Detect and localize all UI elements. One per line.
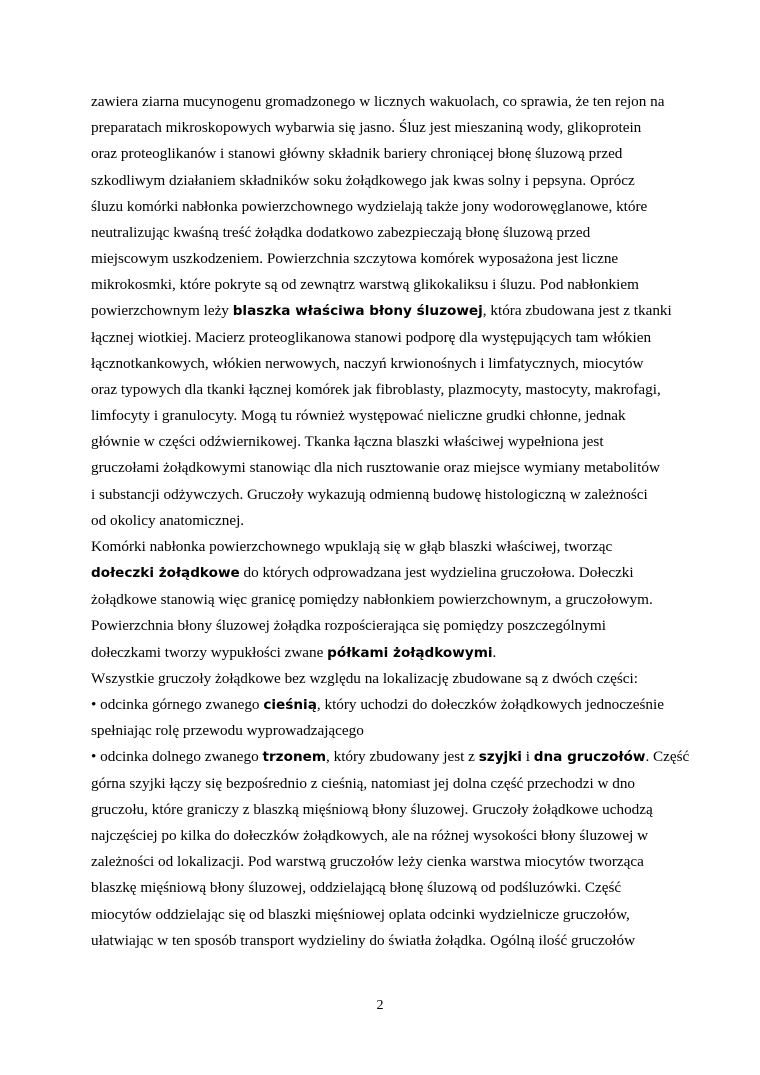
- text-run: neutralizując kwaśną treść żołądka dodatkowo zabezpieczają błonę śluzową przed: [91, 224, 591, 241]
- bold-term: dołeczki żołądkowe: [91, 565, 240, 581]
- text-line: [91, 644, 496, 662]
- text-line: [91, 198, 647, 216]
- text-run: blaszkę mięśniową błony śluzowej, oddzielającą błonę śluzową od podśluzówki. Część: [91, 879, 622, 896]
- text-run: • odcinka górnego zwanego: [91, 696, 264, 713]
- text-line: [91, 329, 651, 347]
- text-run: . Część: [645, 748, 690, 765]
- text-run: powierzchownym leży: [91, 302, 233, 319]
- text-run: szkodliwym działaniem składników soku żołądkowego jak kwas solny i pepsyna. Oprócz: [91, 172, 635, 189]
- text-line: [91, 879, 621, 897]
- text-run: oraz typowych dla tkanki łącznej komórek jak fibroblasty, plazmocyty, mastocyty, makrofagi,: [91, 381, 661, 398]
- text-line: [91, 801, 653, 819]
- text-run: łącznotkankowych, włókien nerwowych, naczyń krwionośnych i limfatycznych, miocytów: [91, 355, 644, 372]
- text-line: [91, 459, 660, 477]
- text-line: [91, 355, 644, 373]
- text-line: [91, 302, 672, 320]
- text-line: [91, 172, 635, 190]
- bold-term: trzonem: [262, 749, 326, 765]
- text-line: [91, 93, 665, 111]
- text-line: [91, 224, 590, 242]
- text-line: [91, 748, 689, 766]
- bold-term: blaszka właściwa błony śluzowej: [232, 303, 483, 319]
- text-line: [91, 250, 618, 268]
- text-run: ułatwiając w ten sposób transport wydzieliny do światła żołądka. Ogólną ilość gruczołów: [91, 932, 636, 949]
- text-run: od okolicy anatomicznej.: [91, 512, 245, 529]
- text-line: [91, 617, 606, 635]
- text-run: miocytów oddzielając się od blaszki mięśniowej oplata odcinki wydzielnicze gruczołów,: [91, 906, 630, 923]
- text-run: oraz proteoglikanów i stanowi główny składnik bariery chroniącej błonę śluzową przed: [91, 145, 623, 162]
- text-line: [91, 486, 648, 504]
- text-line: [91, 827, 648, 845]
- text-line: [91, 722, 364, 740]
- text-run: , która zbudowana jest z tkanki: [482, 302, 672, 319]
- text-line: [91, 276, 639, 294]
- text-run: Powierzchnia błony śluzowej żołądka rozpościerająca się pomiędzy poszczególnymi: [91, 617, 606, 634]
- text-run: górna szyjki łączy się bezpośrednio z cieśnią, natomiast jej dolna część przechodzi w dno: [91, 775, 636, 792]
- text-line: [91, 433, 604, 451]
- text-line: [91, 119, 641, 137]
- text-run: mikrokosmki, które pokryte są od zewnątrz warstwą glikokaliksu i śluzu. Pod nabłonkiem: [91, 276, 639, 293]
- text-run: i: [521, 748, 534, 765]
- text-line: [91, 407, 626, 425]
- text-run: zawiera ziarna mucynogenu gromadzonego w licznych wakuolach, co sprawia, że ten rejon na: [91, 93, 665, 110]
- text-run: najczęściej po kilka do dołeczków żołądkowych, ale na różnej wysokości błony śluzowej w: [91, 827, 649, 844]
- text-line: [91, 906, 630, 924]
- bold-term: cieśnią: [263, 697, 317, 713]
- text-run: dołeczkami tworzy wypukłości zwane: [91, 644, 328, 661]
- text-run: śluzu komórki nabłonka powierzchownego wydzielają także jony wodorowęglanowe, które: [91, 198, 648, 215]
- text-line: [91, 538, 612, 556]
- page-number: 2: [376, 998, 384, 1013]
- text-line: [91, 564, 634, 582]
- bold-term: półkami żołądkowymi: [327, 645, 493, 661]
- text-run: i substancji odżywczych. Gruczoły wykazują odmienną budowę histologiczną w zależności: [91, 486, 648, 503]
- text-run: zależności od lokalizacji. Pod warstwą gruczołów leży cienka warstwa miocytów tworząca: [91, 853, 644, 870]
- bold-term: szyjki: [478, 749, 522, 765]
- text-run: Wszystkie gruczoły żołądkowe bez względu na lokalizację zbudowane są z dwóch części:: [91, 670, 638, 687]
- text-run: , który zbudowany jest z: [326, 748, 479, 765]
- text-line: [91, 381, 661, 399]
- text-line: [91, 512, 244, 530]
- text-line: [91, 932, 635, 950]
- text-line: [91, 591, 653, 609]
- text-run: żołądkowe stanowią więc granicę pomiędzy nabłonkiem powierzchownym, a gruczołowym.: [91, 591, 653, 608]
- text-run: do których odprowadzana jest wydzielina gruczołowa. Dołeczki: [239, 564, 634, 581]
- text-run: , który uchodzi do dołeczków żołądkowych jednocześnie: [316, 696, 664, 713]
- text-line: [91, 670, 638, 688]
- text-run: łącznej wiotkiej. Macierz proteoglikanowa stanowi podporę dla występujących tam włókien: [91, 329, 652, 346]
- text-run: .: [492, 644, 497, 661]
- text-run: miejscowym uszkodzeniem. Powierzchnia szczytowa komórek wyposażona jest liczne: [91, 250, 619, 267]
- text-line: [91, 145, 622, 163]
- text-run: gruczołu, które graniczy z blaszką mięśniową błony śluzowej. Gruczoły żołądkowe uchodzą: [91, 801, 653, 818]
- text-run: • odcinka dolnego zwanego: [91, 748, 263, 765]
- text-run: Komórki nabłonka powierzchownego wpuklają się w głąb blaszki właściwej, tworząc: [91, 538, 613, 555]
- bold-term: dna gruczołów: [533, 749, 646, 765]
- text-run: preparatach mikroskopowych wybarwia się jasno. Śluz jest mieszaniną wody, glikoprotein: [91, 119, 642, 136]
- text-run: limfocyty i granulocyty. Mogą tu również występować nieliczne grudki chłonne, jednak: [91, 407, 626, 424]
- text-run: spełniając rolę przewodu wyprowadzającego: [91, 722, 364, 739]
- text-line: [91, 696, 664, 714]
- text-run: gruczołami żołądkowymi stanowiąc dla nich rusztowanie oraz miejsce wymiany metabolitów: [91, 459, 660, 476]
- text-run: głównie w części odźwiernikowej. Tkanka łączna blaszki właściwej wypełniona jest: [91, 433, 604, 450]
- text-line: [91, 775, 635, 793]
- text-line: [91, 853, 644, 871]
